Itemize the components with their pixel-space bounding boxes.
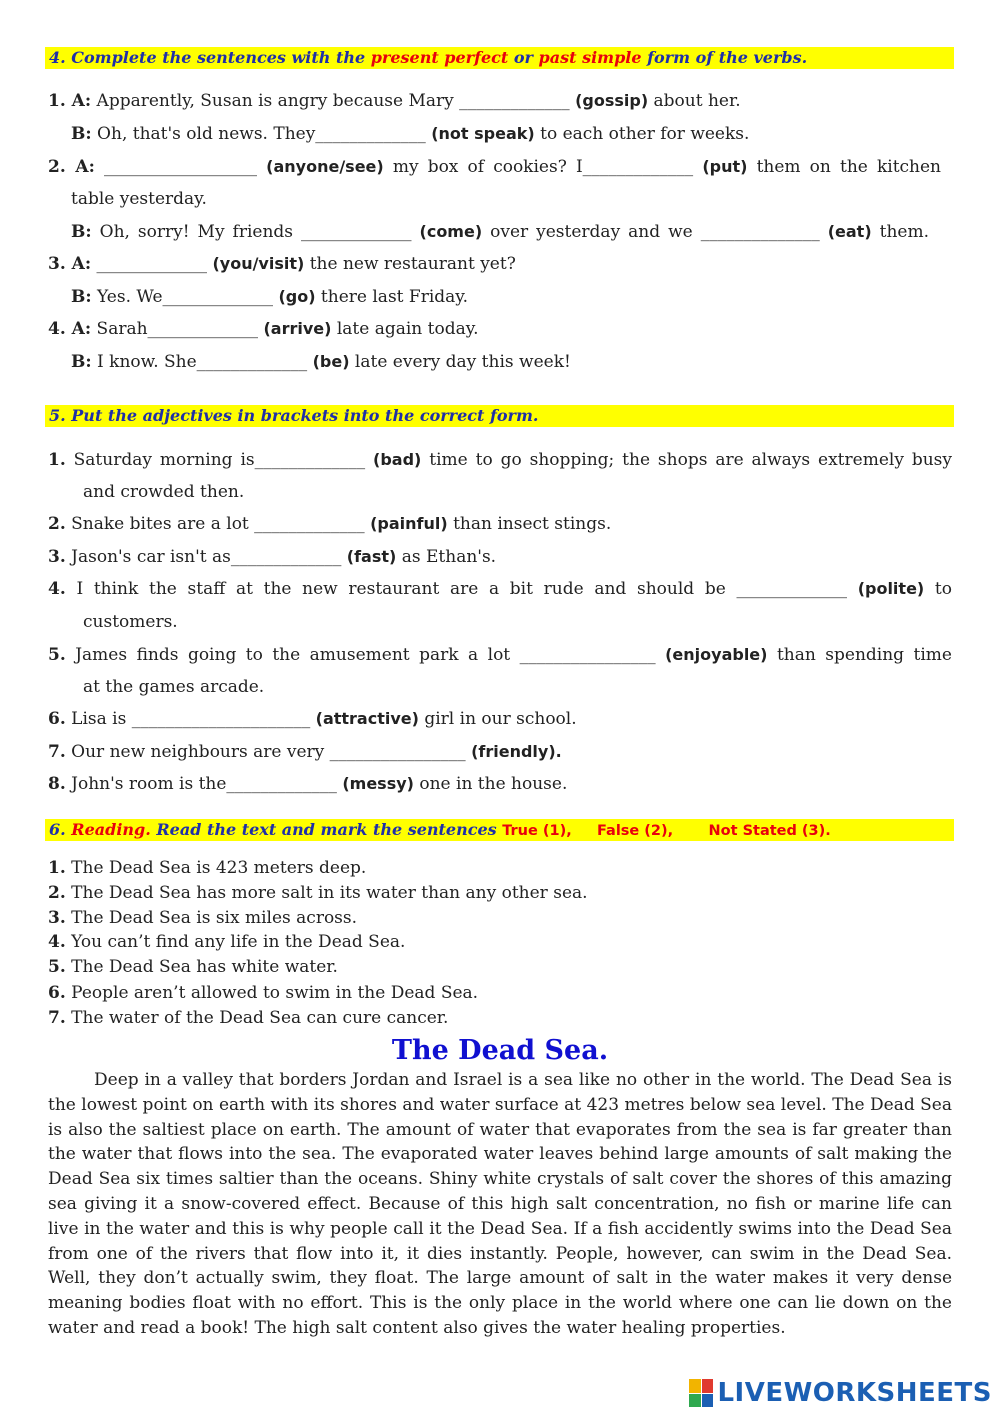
s5-line-4: 3. Jason's car isn't as_____________ (fast) as Ethan's.: [48, 547, 497, 567]
s5-line-6: customers.: [83, 612, 178, 632]
statement-1: 1. The Dead Sea is 423 meters deep.: [48, 858, 367, 878]
heading-highlight: present perfect: [370, 48, 509, 67]
s5-line-7: 5. James finds going to the amusement park a lot ________________ (enjoyable) than spending time: [48, 645, 952, 665]
s4-line-1: 1. A: Apparently, Susan is angry because Mary _____________ (gossip) about her.: [48, 91, 741, 111]
s5-line-1: 1. Saturday morning is_____________ (bad) time to go shopping; the shops are always extremely busy: [48, 450, 952, 470]
liveworksheets-logo: [689, 1376, 992, 1410]
s4-line-3: 2. A: __________________ (anyone/see) my box of cookies? I_____________ (put) them on the kitchen: [48, 157, 942, 177]
logo-icon: [689, 1379, 713, 1407]
statement-5: 5. The Dead Sea has white water.: [48, 957, 338, 977]
s5-line-8: at the games arcade.: [83, 677, 265, 697]
statement-6: 6. People aren’t allowed to swim in the Dead Sea.: [48, 983, 479, 1003]
s4-line-9: B: I know. She_____________ (be) late every day this week!: [71, 352, 571, 372]
heading-text: or: [508, 48, 539, 67]
statement-3: 3. The Dead Sea is six miles across.: [48, 908, 358, 928]
heading-highlight: past simple: [538, 48, 642, 67]
statement-4: 4. You can’t find any life in the Dead Sea.: [48, 932, 406, 952]
section-4-heading: [45, 47, 954, 69]
statement-7: 7. The water of the Dead Sea can cure cancer.: [48, 1008, 449, 1028]
logo-text: LIVEWORKSHEETS: [717, 1378, 992, 1408]
s5-line-3: 2. Snake bites are a lot _____________ (painful) than insect stings.: [48, 514, 612, 534]
s5-line-11: 8. John's room is the_____________ (messy) one in the house.: [48, 774, 568, 794]
s4-line-4: table yesterday.: [71, 189, 207, 209]
passage-title: The Dead Sea.: [391, 1035, 609, 1066]
s4-line-2: B: Oh, that's old news. They_____________ (not speak) to each other for weeks.: [71, 124, 750, 144]
passage-text: Deep in a valley that borders Jordan and Israel is a sea like no other in the world. The Dead Sea is the lowest point on earth with its shores and water surface at 423 metres below sea level. The Dead Sea is also the saltiest place on earth. The amount of water that evaporates from the sea is far greater than the water that flows into the sea. The evaporated water leaves behind large amounts of salt making the Dead Sea six times saltier than the oceans. Shiny white crystals of salt cover the shores of this amazing sea giving it a snow-covered effect. Because of this high salt concentration, no fish or marine life can live in the water and this is why people call it the Dead Sea. If a fish accidently swims into the Dead Sea from one of the rivers that flow into it, it dies instantly. People, however, can swim in the Dead Sea. Well, they don’t actually swim, they float. The large amount of salt in the water makes it very dense meaning bodies float with no effort. This is the only place in the world where one can lie down on the water and read a book! The high salt content also gives the water healing properties.: [48, 1070, 952, 1338]
s5-line-10: 7. Our new neighbours are very ________________ (friendly).: [48, 742, 562, 762]
s5-line-9: 6. Lisa is _____________________ (attractive) girl in our school.: [48, 709, 577, 729]
s4-line-7: B: Yes. We_____________ (go) there last Friday.: [71, 287, 469, 307]
s4-line-8: 4. A: Sarah_____________ (arrive) late again today.: [48, 319, 479, 339]
heading-text: 4. Complete the sentences with the: [49, 48, 371, 67]
s4-line-6: 3. A: _____________ (you/visit) the new restaurant yet?: [48, 254, 516, 274]
s5-line-5: 4. I think the staff at the new restaurant are a bit rude and should be _____________ (polite) to: [48, 579, 952, 599]
section-5-heading: 5. Put the adjectives in brackets into the correct form.: [45, 405, 954, 427]
heading-text: form of the verbs.: [641, 48, 808, 67]
statement-2: 2. The Dead Sea has more salt in its water than any other sea.: [48, 883, 588, 903]
s4-line-5: B: Oh, sorry! My friends _____________ (come) over yesterday and we ______________ (eat) them.: [71, 222, 929, 242]
s5-line-2: and crowded then.: [83, 482, 245, 502]
section-6-heading: 6. Reading. Read the text and mark the sentences True (1), False (2), Not Stated (3).: [45, 819, 954, 841]
